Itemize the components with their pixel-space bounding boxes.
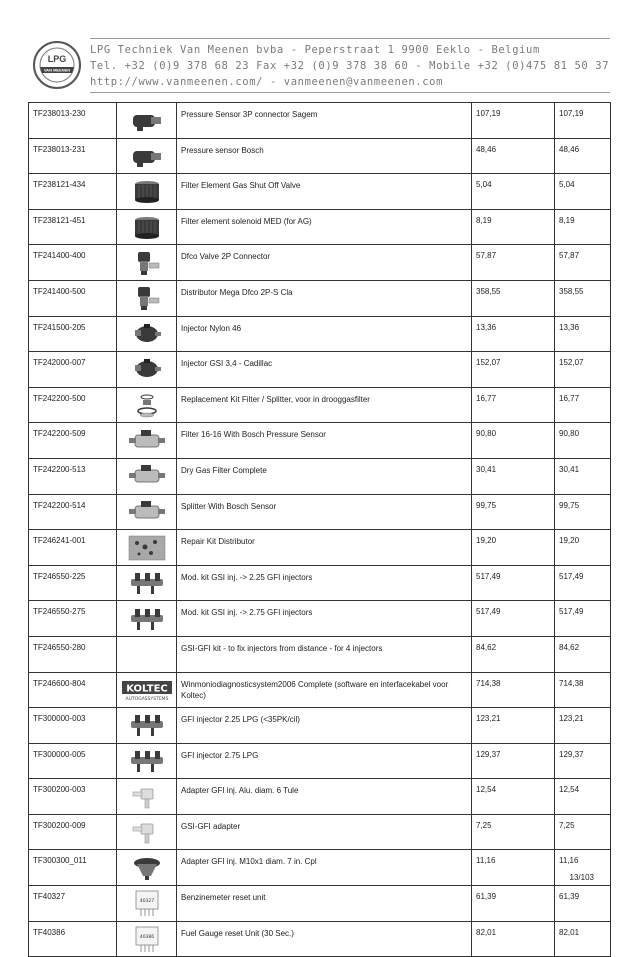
filter-icon xyxy=(121,213,173,241)
price-1: 19,20 xyxy=(472,530,555,566)
table-row xyxy=(29,743,611,779)
company-web: http://www.vanmeenen.com/ - vanmeenen@vanmeenen.com xyxy=(90,76,443,88)
article-code: TF241500-205 xyxy=(29,316,117,352)
article-code: TF242200-500 xyxy=(29,387,117,423)
product-description: Filter 16-16 With Bosch Pressure Sensor xyxy=(177,423,472,459)
sensor-icon xyxy=(121,142,173,170)
article-code: TF246550-280 xyxy=(29,636,117,672)
product-image xyxy=(117,458,177,494)
product-description: GFI injector 2.75 LPG xyxy=(177,743,472,779)
product-image xyxy=(117,565,177,601)
product-image xyxy=(117,138,177,174)
lpg-logo-icon xyxy=(32,40,82,90)
product-description: GSI-GFI adapter xyxy=(177,814,472,850)
table-row xyxy=(29,814,611,850)
product-image xyxy=(117,708,177,744)
product-description: GSI-GFI kit - to fix injectors from distance - for 4 injectors xyxy=(177,636,472,672)
gas-filter-icon xyxy=(121,462,173,490)
product-image xyxy=(117,387,177,423)
price-1: 90,80 xyxy=(472,423,555,459)
filter-kit-icon xyxy=(121,391,173,419)
article-code: TF246550-275 xyxy=(29,601,117,637)
article-code: TF300200-003 xyxy=(29,779,117,815)
product-image xyxy=(117,352,177,388)
svg-text:40386: 40386 xyxy=(139,934,154,940)
product-image xyxy=(117,245,177,281)
product-description: Adapter GFI inj. Alu. diam. 6 Tule xyxy=(177,779,472,815)
price-2: 61,39 xyxy=(555,886,611,922)
price-2: 358,55 xyxy=(555,280,611,316)
table-row xyxy=(29,316,611,352)
price-2: 11,16 xyxy=(555,850,611,886)
product-description: Injector GSI 3,4 - Cadillac xyxy=(177,352,472,388)
price-2: 99,75 xyxy=(555,494,611,530)
article-code: TF40386 xyxy=(29,921,117,957)
table-row xyxy=(29,494,611,530)
article-code: TF238013-231 xyxy=(29,138,117,174)
product-description: Injector Nylon 46 xyxy=(177,316,472,352)
product-image xyxy=(117,814,177,850)
product-description: Pressure Sensor 3P connector Sagem xyxy=(177,103,472,139)
product-description: GFI injector 2.25 LPG (<35PK/cil) xyxy=(177,708,472,744)
article-code: TF300200-009 xyxy=(29,814,117,850)
price-1: 11,16 xyxy=(472,850,555,886)
gas-filter-icon xyxy=(121,427,173,455)
product-image xyxy=(117,423,177,459)
price-1: 714,38 xyxy=(472,672,555,708)
product-description: Filter element solenoid MED (for AG) xyxy=(177,209,472,245)
price-1: 8,19 xyxy=(472,209,555,245)
product-image xyxy=(117,494,177,530)
article-code: TF246241-001 xyxy=(29,530,117,566)
price-2: 8,19 xyxy=(555,209,611,245)
product-description: Adapter GFI inj. M10x1 diam. 7 in. Cpl xyxy=(177,850,472,886)
injector-rail-icon xyxy=(121,711,173,739)
gas-filter-icon xyxy=(121,498,173,526)
product-image xyxy=(117,779,177,815)
adapter-icon xyxy=(121,783,173,811)
logo-top-text: LPG xyxy=(47,54,67,64)
product-description: Mod. kit GSI inj. -> 2.25 GFI injectors xyxy=(177,565,472,601)
product-description: Benzinemeter reset unit xyxy=(177,886,472,922)
price-2: 82,01 xyxy=(555,921,611,957)
price-1: 82,01 xyxy=(472,921,555,957)
product-description: Dry Gas Filter Complete xyxy=(177,458,472,494)
article-code: TF238121-434 xyxy=(29,174,117,210)
price-2: 517,49 xyxy=(555,565,611,601)
price-1: 5,04 xyxy=(472,174,555,210)
price-2: 84,62 xyxy=(555,636,611,672)
injector-icon xyxy=(121,320,173,348)
product-image xyxy=(117,316,177,352)
adapter-icon xyxy=(121,818,173,846)
table-row xyxy=(29,565,611,601)
table-row xyxy=(29,530,611,566)
koltec-logo-icon xyxy=(121,677,173,703)
article-code: TF242200-514 xyxy=(29,494,117,530)
price-1: 358,55 xyxy=(472,280,555,316)
price-1: 123,21 xyxy=(472,708,555,744)
price-1: 129,37 xyxy=(472,743,555,779)
price-2: 30,41 xyxy=(555,458,611,494)
price-2: 19,20 xyxy=(555,530,611,566)
price-1: 16,77 xyxy=(472,387,555,423)
price-1: 517,49 xyxy=(472,601,555,637)
price-2: 57,87 xyxy=(555,245,611,281)
price-2: 129,37 xyxy=(555,743,611,779)
logo-bottom-text: VAN MEENEN xyxy=(43,67,71,73)
product-image xyxy=(117,103,177,139)
injector-rail-icon xyxy=(121,747,173,775)
price-2: 48,46 xyxy=(555,138,611,174)
price-1: 12,54 xyxy=(472,779,555,815)
article-code: TF40327 xyxy=(29,886,117,922)
table-row xyxy=(29,245,611,281)
table-row xyxy=(29,921,611,957)
injector-rail-icon xyxy=(121,605,173,633)
price-2: 7,25 xyxy=(555,814,611,850)
filter-icon xyxy=(121,177,173,205)
page-number: 13/103 xyxy=(569,873,594,882)
sensor-icon xyxy=(121,106,173,134)
price-1: 57,87 xyxy=(472,245,555,281)
table-row xyxy=(29,423,611,459)
price-1: 48,46 xyxy=(472,138,555,174)
article-code: TF300300_011 xyxy=(29,850,117,886)
product-description: Dfco Valve 2P Connector xyxy=(177,245,472,281)
svg-text:AUTOGASSYSTEMS: AUTOGASSYSTEMS xyxy=(125,696,168,702)
injector-rail-icon xyxy=(121,569,173,597)
header-rule-bottom xyxy=(90,92,610,93)
price-1: 107,19 xyxy=(472,103,555,139)
price-1: 99,75 xyxy=(472,494,555,530)
article-code: TF242000-007 xyxy=(29,352,117,388)
injector-icon xyxy=(121,355,173,383)
price-1: 30,41 xyxy=(472,458,555,494)
product-description: Distributor Mega Dfco 2P-S Cla xyxy=(177,280,472,316)
price-2: 5,04 xyxy=(555,174,611,210)
product-image xyxy=(117,601,177,637)
article-code: TF241400-500 xyxy=(29,280,117,316)
price-2: 517,49 xyxy=(555,601,611,637)
table-row xyxy=(29,886,611,922)
price-1: 152,07 xyxy=(472,352,555,388)
product-image xyxy=(117,921,177,957)
table-row xyxy=(29,779,611,815)
article-code: TF238121-451 xyxy=(29,209,117,245)
repair-kit-icon xyxy=(121,533,173,561)
price-2: 90,80 xyxy=(555,423,611,459)
price-1: 13,36 xyxy=(472,316,555,352)
price-2: 107,19 xyxy=(555,103,611,139)
table-row xyxy=(29,138,611,174)
table-row xyxy=(29,103,611,139)
valve-icon xyxy=(121,284,173,312)
price-2: 13,36 xyxy=(555,316,611,352)
reset-unit-icon xyxy=(121,889,173,917)
table-row xyxy=(29,708,611,744)
price-1: 517,49 xyxy=(472,565,555,601)
price-1: 84,62 xyxy=(472,636,555,672)
header-rule-top xyxy=(90,38,610,39)
price-2: 12,54 xyxy=(555,779,611,815)
table-row xyxy=(29,174,611,210)
product-description: Pressure sensor Bosch xyxy=(177,138,472,174)
price-2: 123,21 xyxy=(555,708,611,744)
article-code: TF241400-400 xyxy=(29,245,117,281)
price-2: 152,07 xyxy=(555,352,611,388)
table-row xyxy=(29,387,611,423)
product-description: Mod. kit GSI inj. -> 2.75 GFI injectors xyxy=(177,601,472,637)
table-row xyxy=(29,458,611,494)
product-image xyxy=(117,672,177,708)
reset-unit-icon xyxy=(121,925,173,953)
svg-text:40327: 40327 xyxy=(139,899,154,905)
valve-icon xyxy=(121,249,173,277)
article-code: TF246600-804 xyxy=(29,672,117,708)
article-code: TF242200-513 xyxy=(29,458,117,494)
price-2: 16,77 xyxy=(555,387,611,423)
product-image xyxy=(117,886,177,922)
product-description: Replacement Kit Filter / Splitter, voor in drooggasfilter xyxy=(177,387,472,423)
article-code: TF242200-509 xyxy=(29,423,117,459)
table-row xyxy=(29,209,611,245)
table-row xyxy=(29,280,611,316)
price-1: 61,39 xyxy=(472,886,555,922)
table-row xyxy=(29,636,611,672)
article-code: TF300000-003 xyxy=(29,708,117,744)
product-description: Winmoniodiagnosticsystem2006 Complete (software en interfacekabel voor Koltec) xyxy=(177,672,472,708)
product-image xyxy=(117,174,177,210)
svg-text:KOLTEC: KOLTEC xyxy=(125,683,168,695)
article-code: TF300000-005 xyxy=(29,743,117,779)
table-row xyxy=(29,672,611,708)
article-code: TF246550-225 xyxy=(29,565,117,601)
table-row xyxy=(29,601,611,637)
product-description: Filter Element Gas Shut Off Valve xyxy=(177,174,472,210)
product-image xyxy=(117,530,177,566)
price-1: 7,25 xyxy=(472,814,555,850)
company-address: LPG Techniek Van Meenen bvba - Peperstraat 1 9900 Eeklo - Belgium xyxy=(90,44,540,56)
product-description: Splitter With Bosch Sensor xyxy=(177,494,472,530)
table-row xyxy=(29,352,611,388)
product-image xyxy=(117,209,177,245)
letterhead xyxy=(28,34,610,96)
product-description: Fuel Gauge reset Unit (30 Sec.) xyxy=(177,921,472,957)
product-description: Repair Kit Distributor xyxy=(177,530,472,566)
article-code: TF238013-230 xyxy=(29,103,117,139)
product-image xyxy=(117,636,177,672)
price-table xyxy=(28,102,611,957)
price-2: 714,38 xyxy=(555,672,611,708)
product-image xyxy=(117,743,177,779)
product-image xyxy=(117,280,177,316)
company-phone: Tel. +32 (0)9 378 68 23 Fax +32 (0)9 378 38 60 - Mobile +32 (0)475 81 50 37 xyxy=(90,60,610,72)
